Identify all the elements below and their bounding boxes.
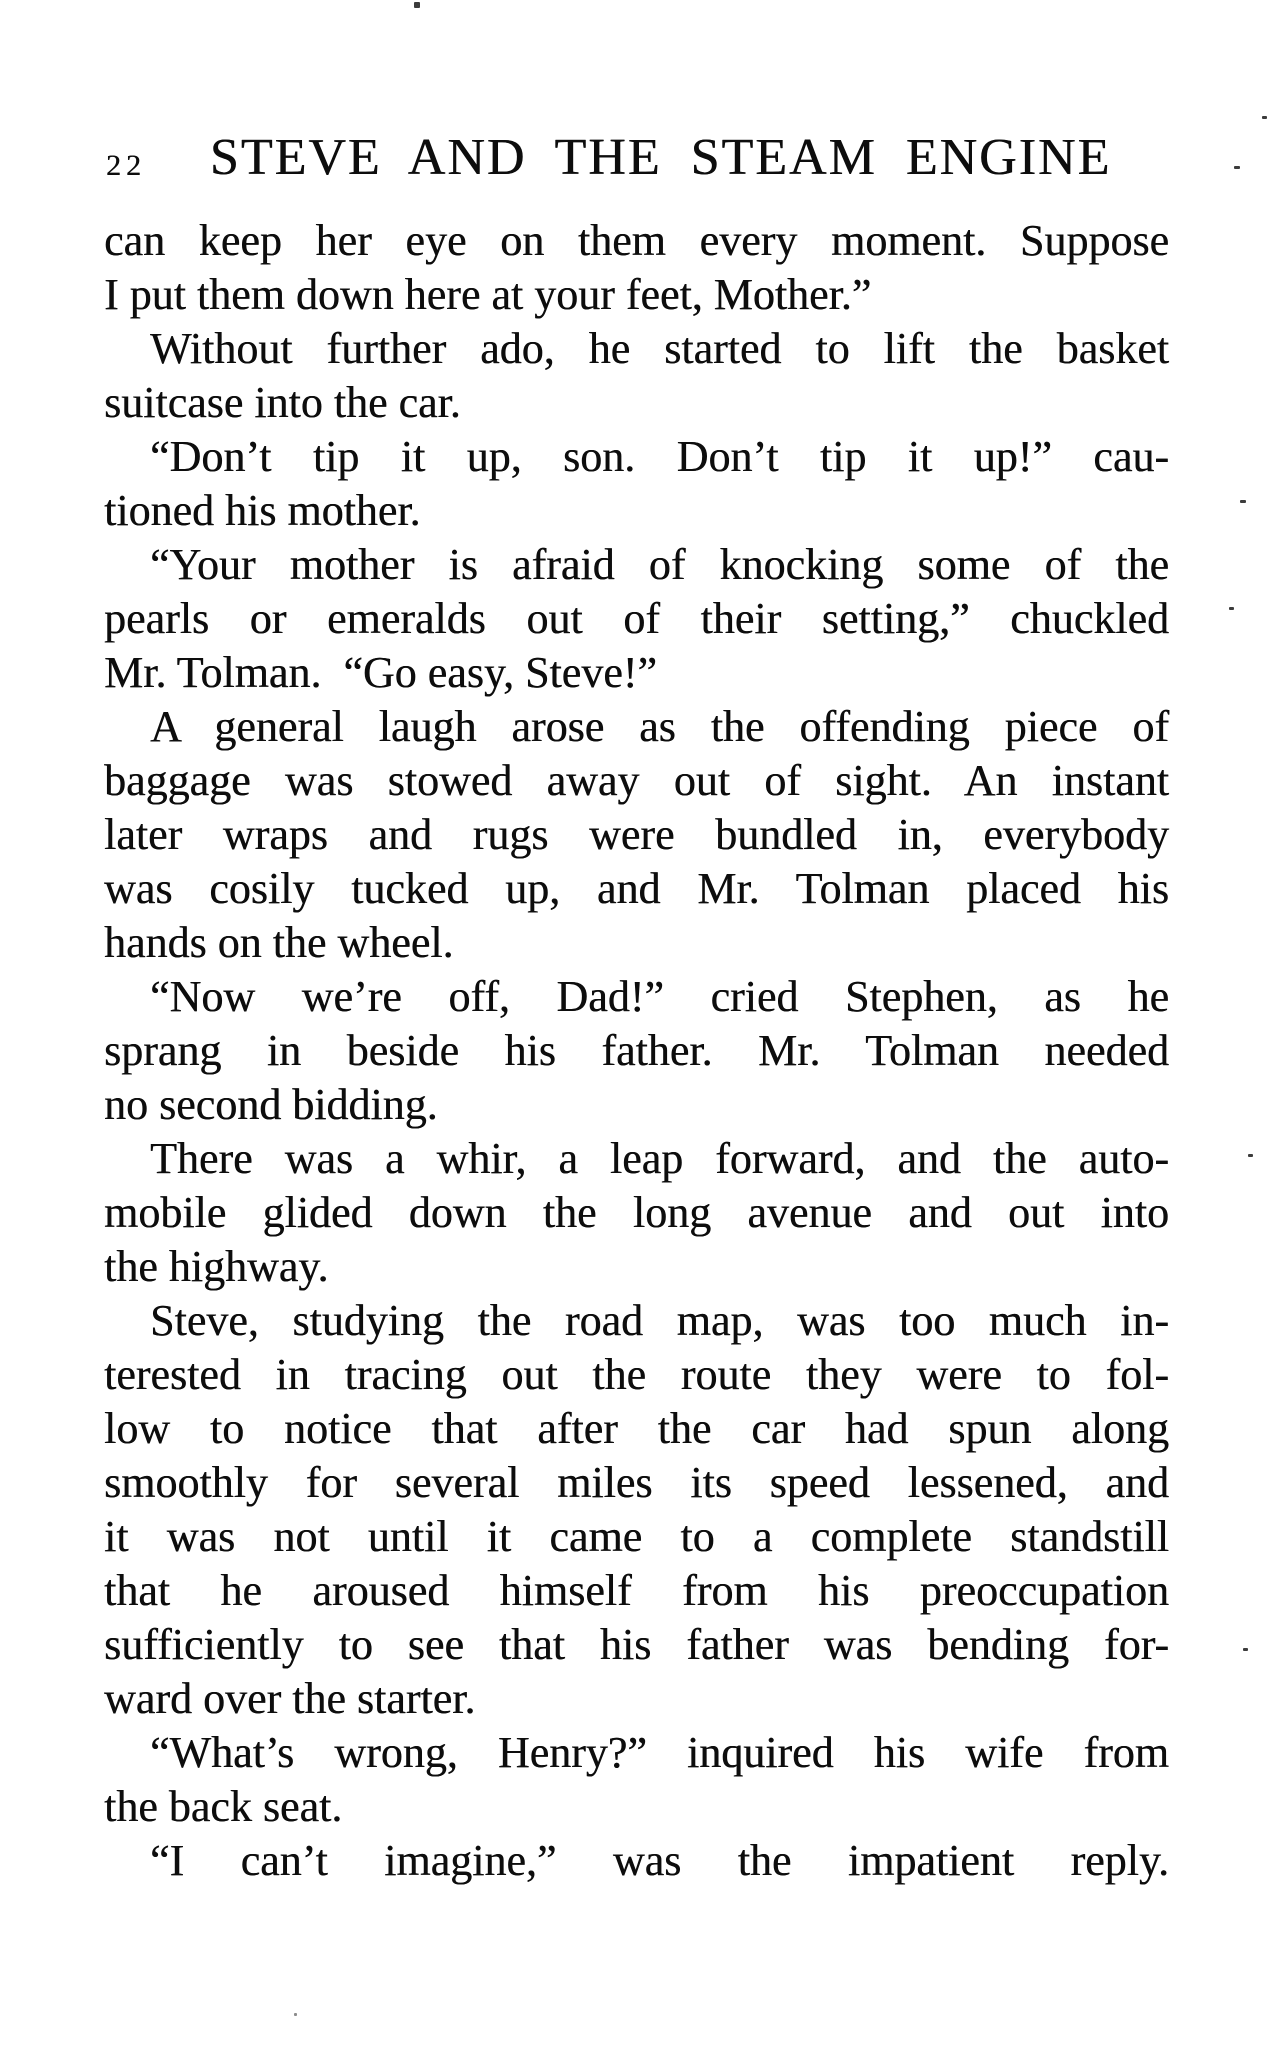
- text-line: later wraps and rugs were bundled in, everybody: [104, 810, 1169, 859]
- text-line: sprang in beside his father. Mr. Tolman needed: [104, 1026, 1169, 1075]
- text-line: “I can’t imagine,” was the impatient reply.: [150, 1836, 1169, 1885]
- text-line: the highway.: [104, 1242, 329, 1291]
- scan-speck: [1240, 500, 1246, 503]
- text-line: can keep her eye on them every moment. Suppose: [104, 216, 1169, 265]
- text-line: “Your mother is afraid of knocking some of the: [150, 540, 1169, 589]
- text-line: Mr. Tolman. “Go easy, Steve!”: [104, 648, 657, 697]
- scan-speck: [1248, 1154, 1253, 1157]
- running-title: STEVE AND THE STEAM ENGINE: [209, 129, 1112, 186]
- scan-speck: [294, 2013, 297, 2016]
- text-line: it was not until it came to a complete standstill: [104, 1512, 1169, 1561]
- text-line: terested in tracing out the route they were to fol-: [104, 1350, 1169, 1399]
- text-line: mobile glided down the long avenue and out into: [104, 1188, 1169, 1237]
- text-line: smoothly for several miles its speed lessened, and: [104, 1458, 1169, 1507]
- text-line: sufficiently to see that his father was bending for-: [104, 1620, 1169, 1669]
- text-line: tioned his mother.: [104, 486, 421, 535]
- text-line: A general laugh arose as the offending piece of: [150, 702, 1169, 751]
- text-line: pearls or emeralds out of their setting,” chuckled: [104, 594, 1169, 643]
- text-line: There was a whir, a leap forward, and the auto-: [150, 1134, 1169, 1183]
- text-line: “Now we’re off, Dad!” cried Stephen, as he: [150, 972, 1169, 1021]
- scan-speck: [414, 2, 420, 8]
- text-line: Steve, studying the road map, was too much in-: [150, 1296, 1169, 1345]
- text-line: no second bidding.: [104, 1080, 438, 1129]
- text-line: suitcase into the car.: [104, 378, 461, 427]
- text-line: the back seat.: [104, 1782, 343, 1831]
- text-line: I put them down here at your feet, Mother.”: [104, 270, 872, 319]
- text-line: baggage was stowed away out of sight. An instant: [104, 756, 1169, 805]
- scan-speck: [1262, 116, 1267, 119]
- scan-speck: [1229, 607, 1234, 610]
- scan-speck: [1234, 166, 1240, 169]
- page-number: 22: [106, 149, 146, 182]
- scan-speck: [1243, 1648, 1248, 1651]
- text-line: ward over the starter.: [104, 1674, 476, 1723]
- text-line: hands on the wheel.: [104, 918, 454, 967]
- text-line: was cosily tucked up, and Mr. Tolman placed his: [104, 864, 1169, 913]
- page-body: [104, 214, 1169, 1888]
- text-line: low to notice that after the car had spun along: [104, 1404, 1169, 1453]
- text-line: Without further ado, he started to lift the basket: [150, 324, 1169, 373]
- text-line: “What’s wrong, Henry?” inquired his wife from: [150, 1728, 1169, 1777]
- text-line: “Don’t tip it up, son. Don’t tip it up!” cau-: [150, 432, 1169, 481]
- page-header: [104, 129, 1169, 186]
- text-line: that he aroused himself from his preoccupation: [104, 1566, 1169, 1615]
